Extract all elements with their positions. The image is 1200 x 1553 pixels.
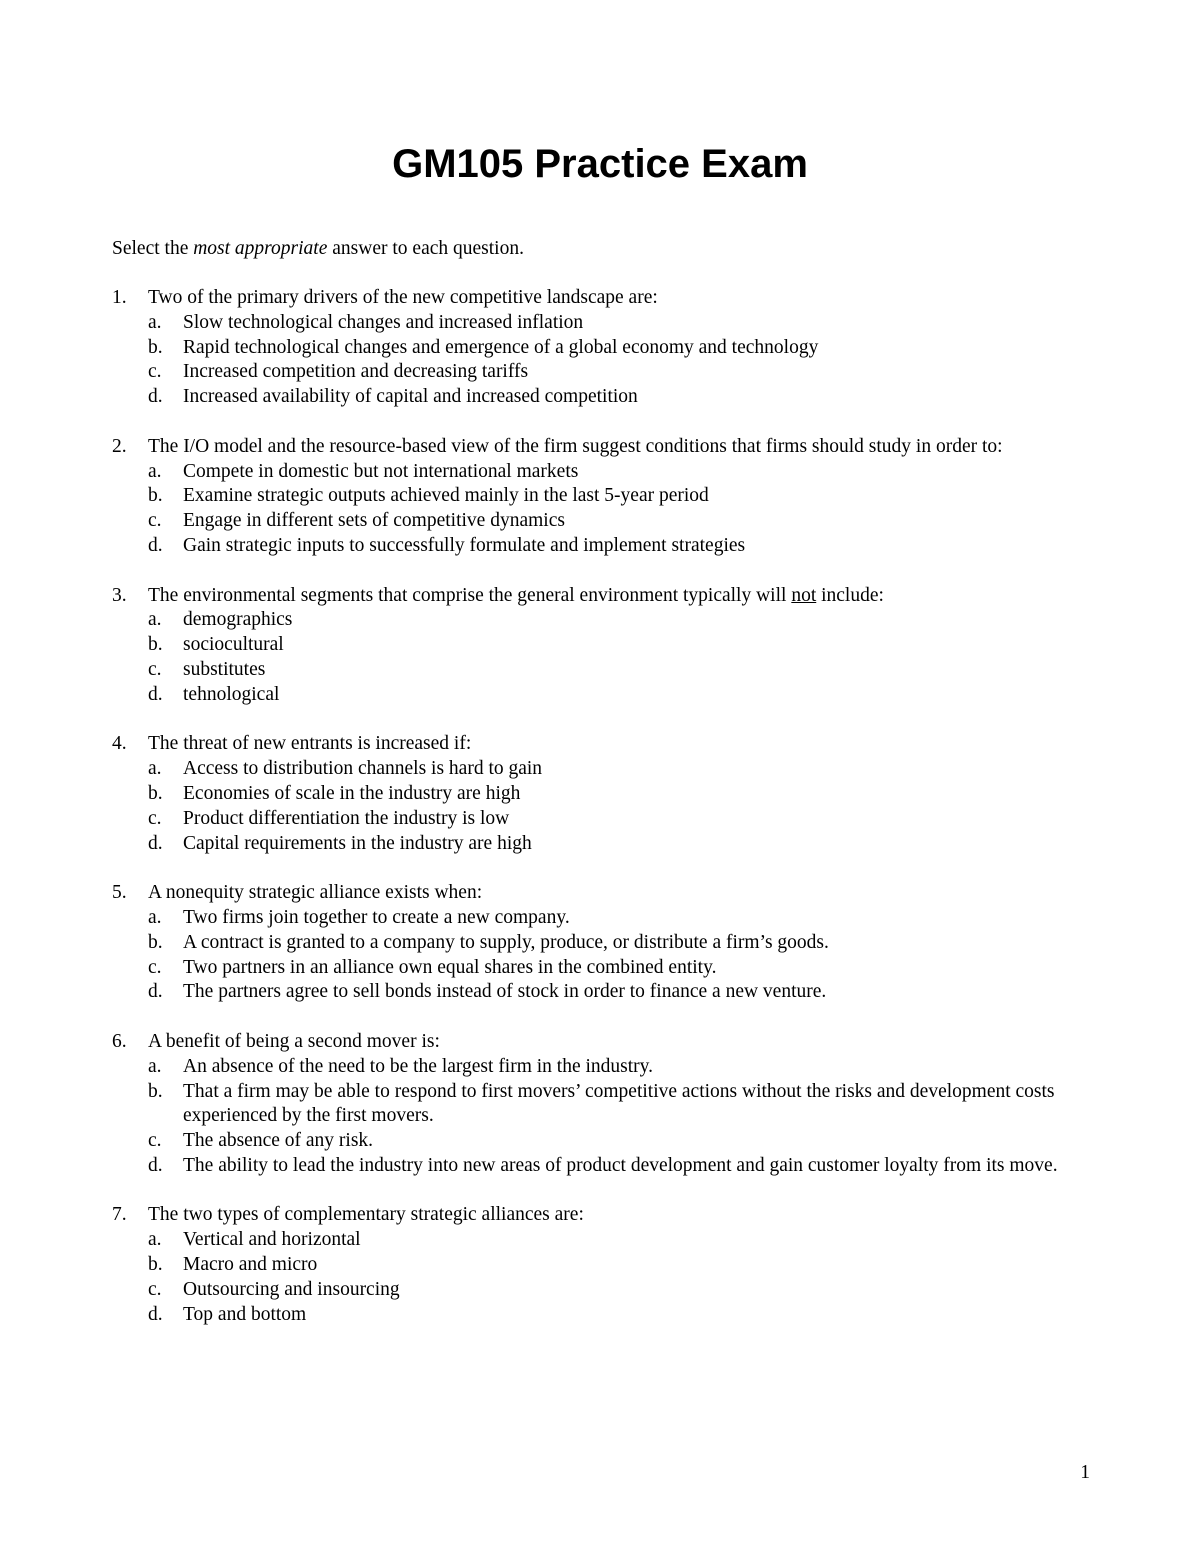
option-list (112, 608, 1092, 707)
option-letter: c. (148, 1278, 162, 1300)
option-letter: b. (148, 782, 163, 804)
option-text: Access to distribution channels is hard to gain (183, 758, 543, 780)
question-stem (112, 881, 1092, 906)
option-b (112, 336, 1092, 361)
option-text: Outsourcing and insourcing (183, 1278, 400, 1300)
option-text: That a firm may be able to respond to first movers’ competitive actions without the risks and development costs experienced by the first movers. (183, 1080, 1055, 1127)
question-number: 3. (112, 584, 127, 606)
question-text: Two of the primary drivers of the new competitive landscape are: (148, 287, 658, 308)
option-c (112, 1129, 1092, 1154)
option-text: A contract is granted to a company to supply, produce, or distribute a firm’s goods. (183, 931, 829, 953)
option-text: Top and bottom (183, 1303, 307, 1325)
option-text: Examine strategic outputs achieved mainly in the last 5-year period (183, 485, 709, 507)
question-number: 1. (112, 287, 127, 308)
option-d (112, 683, 1092, 708)
option-text: sociocultural (183, 634, 284, 656)
option-letter: c. (148, 956, 162, 978)
question-stem (112, 732, 1092, 757)
option-d (112, 980, 1092, 1005)
option-text: The absence of any risk. (183, 1130, 374, 1152)
option-d (112, 1303, 1092, 1328)
question-text-after: include: (816, 584, 884, 606)
option-a (112, 460, 1092, 485)
option-list (112, 1055, 1092, 1179)
option-text: Increased availability of capital and increased competition (183, 386, 638, 408)
option-b (112, 931, 1092, 956)
question-number: 6. (112, 1030, 127, 1052)
option-c (112, 360, 1092, 385)
option-letter: d. (148, 386, 163, 408)
question-stem (112, 1203, 1092, 1228)
option-letter: a. (148, 311, 162, 333)
question-stem (112, 584, 1092, 609)
option-d (112, 832, 1092, 857)
question-text: A nonequity strategic alliance exists when: (148, 882, 483, 904)
option-b (112, 484, 1092, 509)
option-text: The ability to lead the industry into new areas of product development and gain customer loyalty from its move. (183, 1154, 1058, 1176)
option-a (112, 906, 1092, 931)
option-text: Two partners in an alliance own equal shares in the combined entity. (183, 956, 717, 978)
question-4 (112, 732, 1092, 856)
option-letter: a. (148, 1055, 162, 1077)
option-letter: d. (148, 832, 163, 854)
question-stem (112, 1030, 1092, 1055)
option-letter: a. (148, 906, 162, 928)
option-a (112, 1228, 1092, 1253)
page-number: 1 (1080, 1462, 1090, 1483)
option-d (112, 534, 1092, 559)
option-text: Engage in different sets of competitive dynamics (183, 510, 565, 532)
option-letter: a. (148, 758, 162, 780)
question-number: 2. (112, 435, 127, 457)
option-text: An absence of the need to be the largest firm in the industry. (183, 1055, 654, 1077)
option-c (112, 658, 1092, 683)
option-text: Capital requirements in the industry are high (183, 832, 532, 854)
option-c (112, 1278, 1092, 1303)
option-text: Economies of scale in the industry are high (183, 782, 521, 804)
option-letter: d. (148, 981, 163, 1003)
option-text: tehnological (183, 683, 280, 705)
question-text-before: The environmental segments that comprise the general environment typically will (148, 584, 792, 606)
instructions (112, 236, 524, 262)
option-letter: d. (148, 1303, 163, 1325)
option-text: Two firms join together to create a new company. (183, 906, 570, 928)
question-number: 5. (112, 882, 127, 904)
option-letter: b. (148, 1080, 163, 1102)
question-6 (112, 1030, 1092, 1179)
option-b (112, 1253, 1092, 1278)
option-a (112, 608, 1092, 633)
option-c (112, 509, 1092, 534)
question-stem (112, 435, 1092, 460)
option-letter: b. (148, 634, 163, 656)
question-text: The threat of new entrants is increased if: (148, 733, 472, 755)
option-letter: d. (148, 683, 163, 705)
instructions-before: Select the (112, 238, 194, 259)
option-text: Vertical and horizontal (183, 1229, 361, 1251)
option-list (112, 757, 1092, 856)
question-1 (112, 286, 1092, 410)
option-letter: d. (148, 1154, 163, 1176)
option-c (112, 956, 1092, 981)
question-stem (112, 286, 1092, 311)
option-letter: c. (148, 510, 162, 532)
option-b (112, 1080, 1092, 1130)
option-list (112, 460, 1092, 559)
option-text: Product differentiation the industry is low (183, 807, 510, 829)
option-letter: b. (148, 485, 163, 507)
option-letter: d. (148, 534, 163, 556)
option-letter: c. (148, 658, 162, 680)
option-letter: a. (148, 609, 162, 631)
option-c (112, 807, 1092, 832)
option-text: The partners agree to sell bonds instead of stock in order to finance a new venture. (183, 981, 827, 1003)
question-list (112, 286, 1092, 1352)
instructions-emphasis: most appropriate (193, 238, 328, 259)
option-list (112, 1228, 1092, 1327)
option-letter: a. (148, 460, 162, 482)
option-text: Slow technological changes and increased inflation (183, 311, 584, 333)
option-text: Increased competition and decreasing tariffs (183, 361, 529, 383)
option-list (112, 906, 1092, 1005)
page-title: GM105 Practice Exam (392, 142, 808, 186)
option-text: Rapid technological changes and emergence of a global economy and technology (183, 336, 819, 358)
option-d (112, 1154, 1092, 1179)
option-letter: b. (148, 931, 163, 953)
question-number: 4. (112, 733, 127, 755)
question-number: 7. (112, 1204, 127, 1226)
instructions-after: answer to each question. (327, 238, 524, 259)
option-a (112, 757, 1092, 782)
option-text: Gain strategic inputs to successfully formulate and implement strategies (183, 534, 746, 556)
option-letter: c. (148, 1130, 162, 1152)
option-b (112, 633, 1092, 658)
option-letter: a. (148, 1229, 162, 1251)
option-a (112, 1055, 1092, 1080)
option-text: demographics (183, 609, 293, 631)
question-text: A benefit of being a second mover is: (148, 1030, 440, 1052)
option-text: Compete in domestic but not international markets (183, 460, 579, 482)
option-letter: b. (148, 1254, 163, 1276)
option-list (112, 311, 1092, 410)
option-b (112, 782, 1092, 807)
question-2 (112, 435, 1092, 559)
option-a (112, 311, 1092, 336)
question-3 (112, 584, 1092, 708)
question-7 (112, 1203, 1092, 1327)
question-text: The I/O model and the resource-based view of the firm suggest conditions that firms should study in order to: (148, 435, 1003, 457)
question-5 (112, 881, 1092, 1005)
option-text: Macro and micro (183, 1254, 318, 1276)
question-text-underlined: not (791, 584, 817, 606)
option-letter: c. (148, 361, 162, 383)
option-d (112, 385, 1092, 410)
option-letter: c. (148, 807, 162, 829)
question-text: The two types of complementary strategic alliances are: (148, 1204, 584, 1226)
option-text: substitutes (183, 658, 266, 680)
option-letter: b. (148, 336, 163, 358)
